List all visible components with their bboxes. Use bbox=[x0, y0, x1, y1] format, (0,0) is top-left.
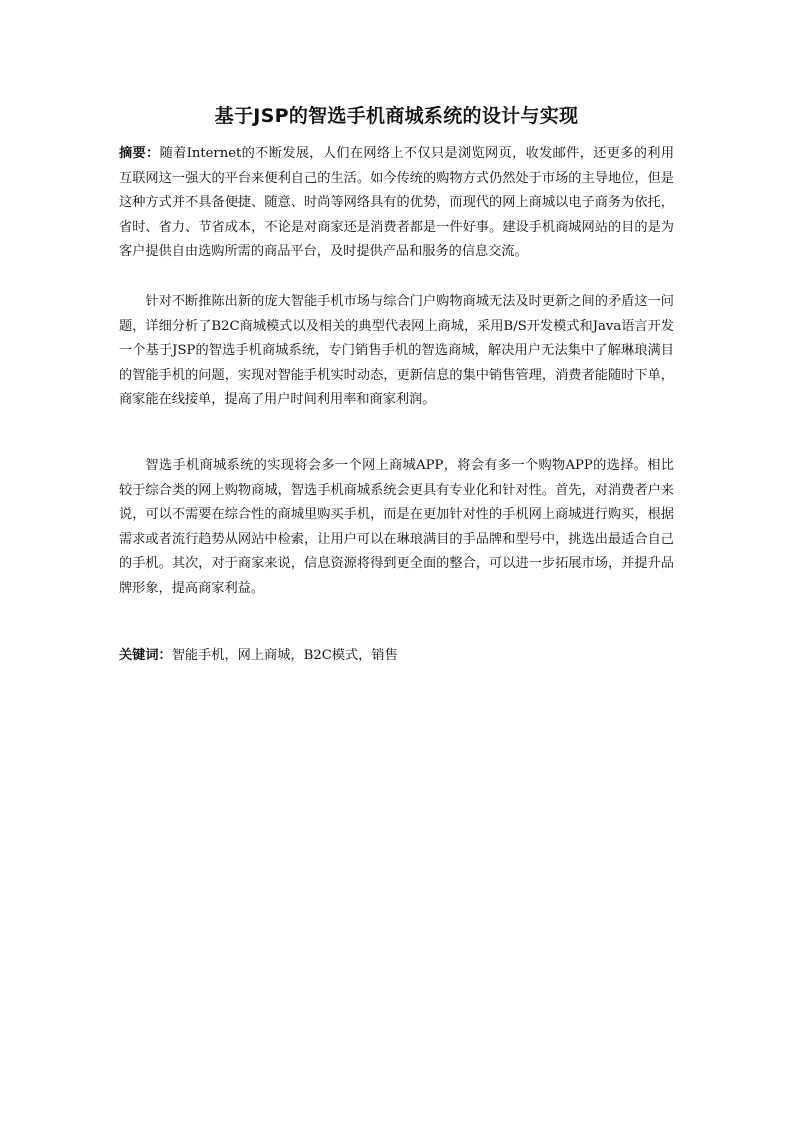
abstract-text: 随着Internet的不断发展，人们在网络上不仅只是浏览网页，收发邮件，还更多的利用互联网这一强大的平台来便利自己的生活。如今传统的购物方式仍然处于市场的主导地位，但是这种方式并不具备便捷、随意、时尚等网络具有的优势，而现代的网上商城以电子商务为依托，省时、省力、节省成本，不论是对商家还是消费者都是一件好事。建设手机商城网站的目的是为客户提供自由选购所需的商品平台，及时提供产品和服务的信息交流。 bbox=[119, 146, 675, 260]
keywords-paragraph bbox=[119, 644, 674, 669]
body-paragraph-3: 智选手机商城系统的实现将会多一个网上商城APP，将会有多一个购物APP的选择。相比较于综合类的网上购物商城，智选手机商城系统会更具有专业化和针对性。首先，对消费者户来说，可以不需要在综合性的商城里购买手机，而是在更加针对性的手机网上商城进行购买，根据需求或者流行趋势从网站中检索，让用户可以在琳琅满目的手品牌和型号中，挑选出最适合自己的手机。其次，对于商家来说，信息资源将得到更全面的整合，可以进一步拓展市场，并提升品牌形象，提高商家利益。 bbox=[119, 458, 674, 596]
keywords-label: 关键词： bbox=[119, 648, 172, 663]
body-paragraph-2: 针对不断推陈出新的庞大智能手机市场与综合门户购物商城无法及时更新之间的矛盾这一问题，详细分析了B2C商城模式以及相关的典型代表网上商城，采用B/S开发模式和Java语言开发一个基于JSP的智选手机商城系统，专门销售手机的智选商城，解决用户无法集中了解琳琅满目的智能手机的问题，实现对智能手机实时动态，更新信息的集中销售管理，消费者能随时下单，商家能在线接单，提高了用户时间利用率和商家利润。 bbox=[119, 294, 674, 408]
abstract-paragraph bbox=[119, 142, 674, 265]
keywords-text: 智能手机，网上商城，B2C模式，销售 bbox=[171, 648, 398, 663]
abstract-label: 摘要： bbox=[119, 146, 160, 161]
paper-title: 基于JSP的智选手机商城系统的设计与实现 bbox=[214, 105, 579, 127]
